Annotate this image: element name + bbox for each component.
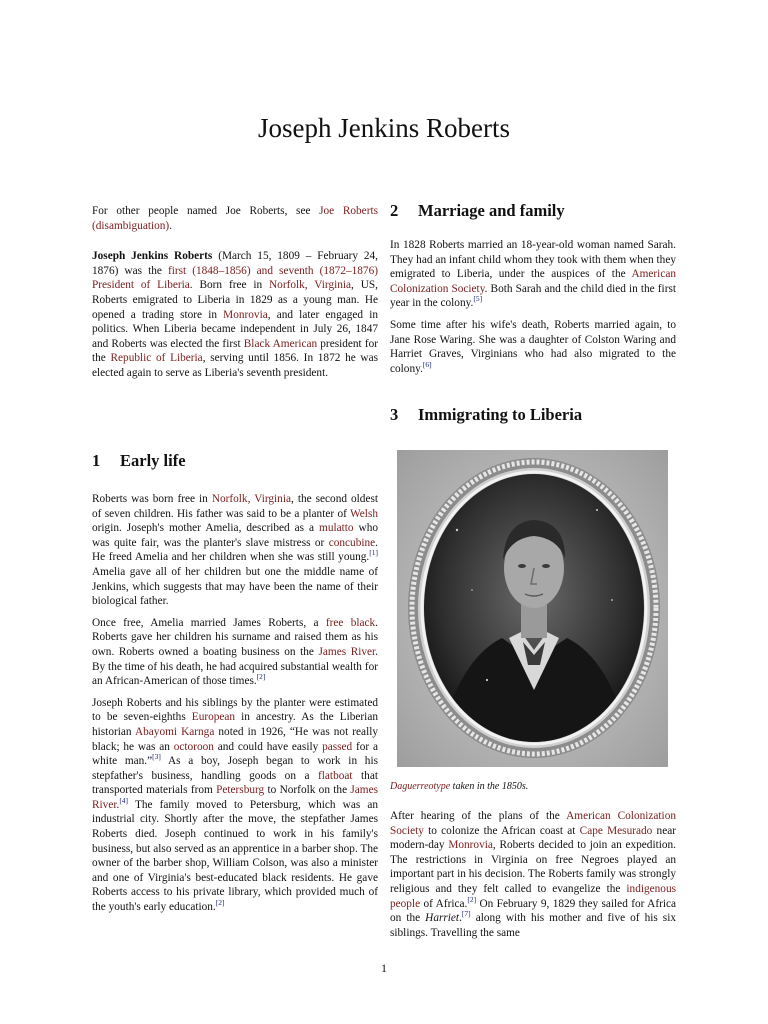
ship-name: Harriet <box>425 912 460 925</box>
link-free-black[interactable]: free black <box>325 616 376 629</box>
marriage-paragraph-1: In 1828 Roberts married an 18-year-old woman named Sarah. They had an infant child whom they took with them when they emigrated to Liberia, under the auspices of the American Colonization Society. Both Sarah and the child died in the first year in the colony.[5] <box>390 239 676 310</box>
lead-paragraph: Joseph Jenkins Roberts (March 15, 1809 – February 24, 1876) was the first (1848–1856) and seventh (1872–1876) President of Liberia. Born free in Norfolk, Virginia, US, Roberts emigrated to Liberia in 1829 as a young man. He opened a trading store in Monrovia, and later engaged in politics. When Liberia became independent in July 26, 1847 and Roberts was elected the first Black American president for the Republic of Liberia, serving until 1856. In 1872 he was elected again to serve as Liberia's seventh president. <box>92 250 378 379</box>
link-presidency[interactable]: first (1848–1856) and seventh (1872–1876) President of Liberia <box>92 264 378 292</box>
link-passed[interactable]: passed <box>322 740 353 753</box>
section-heading-immigrating: 3 Immigrating to Liberia <box>390 405 583 424</box>
link-octoroon[interactable]: octoroon <box>173 740 214 753</box>
link-james-river[interactable]: James River <box>92 784 378 811</box>
citation-link[interactable]: [1] <box>369 548 378 558</box>
link-norfolk-virginia[interactable]: Norfolk, Virginia <box>211 493 291 505</box>
link-mulatto[interactable]: mulatto <box>319 522 354 535</box>
portrait-picture <box>397 450 668 767</box>
link-cape-mesurado[interactable]: Cape Mesurado <box>579 824 653 837</box>
lead-name: Joseph Jenkins Roberts <box>92 250 213 263</box>
daguerreotype-image[interactable] <box>397 450 668 767</box>
link-norfolk[interactable]: Norfolk, Virginia <box>269 279 352 292</box>
link-indigenous-people[interactable]: indigenous people <box>390 882 676 910</box>
link-abayomi-karnga[interactable]: Abayomi Karnga <box>134 725 215 738</box>
link-black-american[interactable]: Black American <box>243 337 318 350</box>
link-welsh[interactable]: Welsh <box>350 507 378 520</box>
section-heading-marriage: 2 Marriage and family <box>390 201 565 220</box>
early-life-paragraph-3: Joseph Roberts and his siblings by the planter were estimated to be seven-eighths European in ancestry. As the Liberian historian Abayomi Karnga noted in 1926, “He was not really black; he was an octoroon and could have easily passed for a white man.”[3] As a boy, Joseph began to work in his stepfather's business, handling goods on a flatboat that transported materials from Petersburg to Norfolk on the James River.[4] The family moved to Petersburg, which was an industrial city. Shortly after the move, the stepfather James Roberts died. Joseph continued to work in his family's business, but also served as an apprentice in a barber shop. The owner of the barber shop, William Colson, was also a minister and one of Virginia's best-educated black residents. He gave Roberts access to his private library, which provided much of the youth's early education.[2] <box>92 696 378 914</box>
link-daguerreotype[interactable]: Daguerreotype <box>390 781 451 792</box>
link-american-colonization-society[interactable]: American Colonization Society <box>390 810 676 837</box>
citation-link[interactable]: [3] <box>152 752 161 762</box>
citation-link[interactable]: [5] <box>473 294 483 304</box>
link-monrovia[interactable]: Monrovia <box>448 839 493 852</box>
link-american-colonization-society[interactable]: American Colonization Society <box>390 268 676 295</box>
immigrating-paragraph-1: After hearing of the plans of the American Colonization Society to colonize the African coast at Cape Mesurado near modern-day Monrovia, Roberts decided to join an expedition. The restrictions in Virginia on free Negroes played an important part in his decision. The Roberts family was strongly religious and they felt called to evangelize the indigenous people of Africa.[2] On February 9, 1829 they sailed for Africa on the Harriet.[7] along with his mother and five of his six siblings. Travelling the same <box>390 810 677 939</box>
link-european[interactable]: European <box>191 711 236 724</box>
early-life-body <box>92 492 378 922</box>
early-life-paragraph-2: Once free, Amelia married James Roberts, a free black. Roberts gave her children his surname and raised them as his own. Roberts owned a boating business on the James River. By the time of his death, he had acquired substantial wealth for an African-American of those times.[2] <box>92 616 378 688</box>
marriage-body <box>390 238 676 383</box>
intro-block <box>92 204 378 388</box>
citation-link[interactable]: [7] <box>461 909 471 919</box>
link-republic-of-liberia[interactable]: Republic of Liberia <box>110 352 203 365</box>
early-life-paragraph-1: Roberts was born free in Norfolk, Virginia, the second oldest of seven children. His father was said to be a planter of Welsh origin. Joseph's mother Amelia, described as a mulatto who was quite fair, was the planter's slave mistress or concubine. He freed Amelia and her children when she was still young.[1] Amelia gave all of her children but one the middle name of Jenkins, which suggests that may have been the name of their biological father. <box>92 493 379 608</box>
link-flatboat[interactable]: flatboat <box>318 769 353 782</box>
image-caption: Daguerreotype taken in the 1850s. <box>390 781 529 792</box>
citation-link[interactable]: [2] <box>467 894 477 904</box>
citation-link[interactable]: [6] <box>422 359 432 369</box>
link-petersburg[interactable]: Petersburg <box>216 784 265 797</box>
link-concubine[interactable]: concubine <box>328 536 376 549</box>
article-title: Joseph Jenkins Roberts <box>258 113 510 143</box>
link-james-river[interactable]: James River <box>318 645 376 658</box>
marriage-paragraph-2: Some time after his wife's death, Roberts married again, to Jane Rose Waring. She was a daughter of Colston Waring and Harriet Graves, Virginians who had also migrated to the colony.[6] <box>390 318 676 375</box>
hatnote-link[interactable]: Joe Roberts (disambiguation) <box>92 205 378 232</box>
hatnote: For other people named Joe Roberts, see Joe Roberts (disambiguation). <box>92 205 378 232</box>
citation-link[interactable]: [4] <box>119 796 129 806</box>
citation-link[interactable]: [2] <box>256 672 266 682</box>
immigrating-body <box>390 809 676 947</box>
page-number: 1 <box>381 961 387 975</box>
citation-link[interactable]: [2] <box>215 898 225 908</box>
link-monrovia[interactable]: Monrovia <box>223 308 268 321</box>
section-heading-early-life: 1 Early life <box>92 451 186 470</box>
